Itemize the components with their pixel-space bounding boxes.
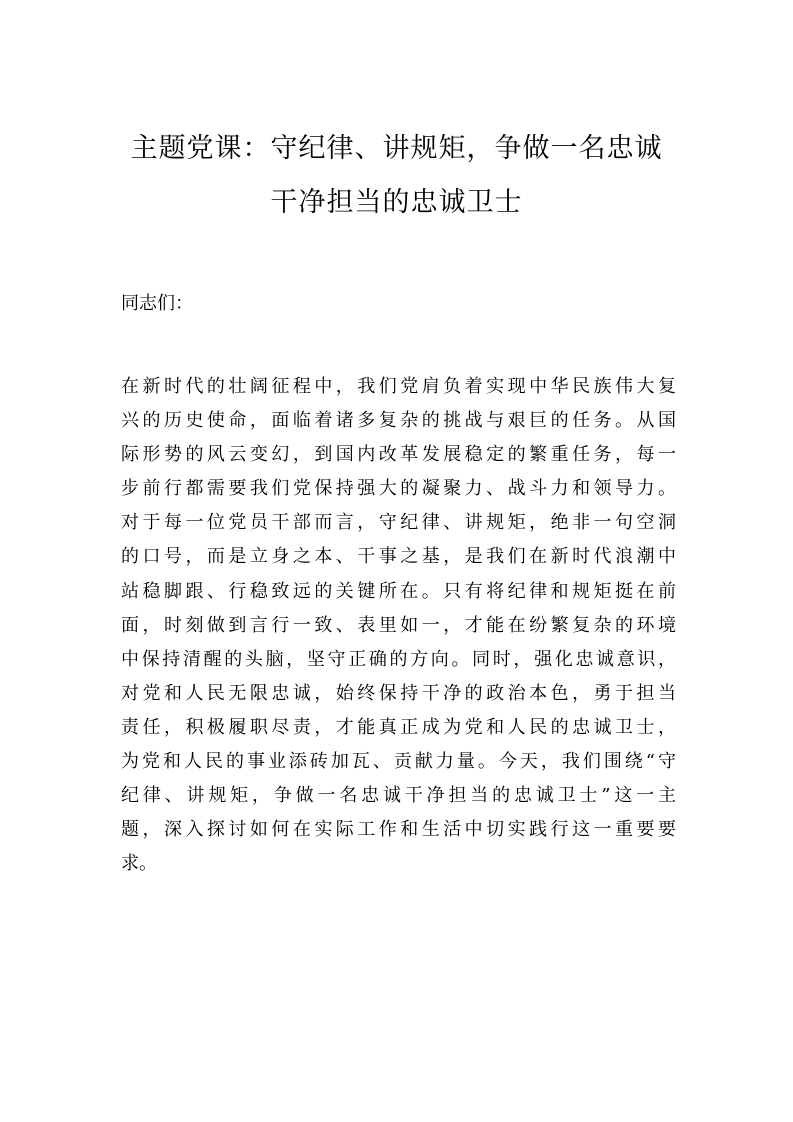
title-line: 主题党课：守纪律、讲规矩，争做一名忠诚: [130, 133, 663, 164]
paragraph-line: 题，深入探讨如何在实际工作和生活中切实践行这一重要要: [121, 819, 676, 841]
title-line: 干净担当的忠诚卫士: [270, 187, 523, 218]
paragraph-line: 对党和人民无限忠诚，始终保持干净的政治本色，勇于担当: [121, 682, 676, 704]
paragraph-line: 兴的历史使命，面临着诸多复杂的挑战与艰巨的任务。从国: [121, 410, 676, 432]
paragraph-line: 际形势的风云变幻，到国内改革发展稳定的繁重任务，每一: [121, 444, 676, 466]
paragraph-line: 中保持清醒的头脑，坚守正确的方向。同时，强化忠诚意识，: [121, 648, 676, 670]
paragraph-line: 站稳脚跟、行稳致远的关键所在。只有将纪律和规矩挺在前: [121, 580, 676, 602]
paragraph-line: 对于每一位党员干部而言，守纪律、讲规矩，绝非一句空洞: [121, 512, 676, 534]
paragraph-line: 为党和人民的事业添砖加瓦、贡献力量。今天，我们围绕“守: [121, 751, 676, 773]
document-title: [110, 122, 683, 230]
paragraph-line: 求。: [121, 853, 157, 875]
paragraph-line: 纪律、讲规矩，争做一名忠诚干净担当的忠诚卫士”这一主: [121, 785, 676, 807]
body-paragraph: [121, 370, 676, 881]
paragraph-line: 面，时刻做到言行一致、表里如一，才能在纷繁复杂的环境: [121, 614, 676, 636]
salutation: 同志们：: [121, 293, 193, 314]
paragraph-line: 在新时代的壮阔征程中，我们党肩负着实现中华民族伟大复: [121, 376, 676, 397]
paragraph-line: 责任，积极履职尽责，才能真正成为党和人民的忠诚卫士，: [121, 716, 676, 738]
paragraph-line: 的口号，而是立身之本、干事之基，是我们在新时代浪潮中: [121, 546, 676, 568]
paragraph-line: 步前行都需要我们党保持强大的凝聚力、战斗力和领导力。: [121, 478, 676, 500]
